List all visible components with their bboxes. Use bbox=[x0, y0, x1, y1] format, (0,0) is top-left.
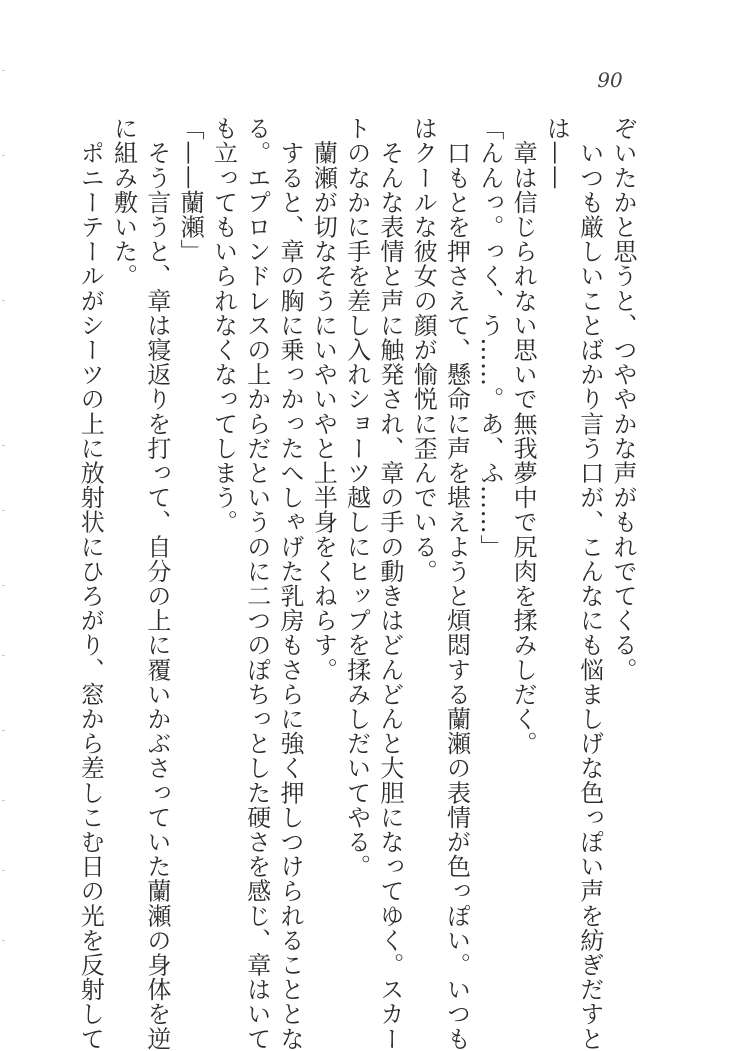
text-line: 蘭瀬が切なそうにいやいやと上半身をくねらす。 bbox=[309, 116, 338, 682]
edge-tick bbox=[2, 940, 5, 941]
text-line: ぞいたかと思うと、つややかな声がもれでてくる。 bbox=[609, 116, 637, 682]
edge-tick bbox=[2, 155, 5, 156]
text-line: に組み敷いた。 bbox=[109, 116, 138, 289]
edge-tick bbox=[2, 445, 5, 446]
text-line: ポニーテールがシーツの上に放射状にひろがり、窓から差しこむ日の光を反射して bbox=[76, 116, 105, 1051]
text-line: すると、章の胸に乗っかったへしゃげた乳房もさらに強く押しつけられることとな bbox=[276, 116, 305, 1051]
text-line: る。エプロンドレスの上からだというのに二つのぽちっとした硬さを感じ、章はいて bbox=[242, 116, 271, 1051]
page-edge-marks bbox=[0, 0, 8, 1050]
edge-tick bbox=[2, 585, 5, 586]
text-line: 章は信じられない思いで無我夢中で尻肉を揉みしだく。 bbox=[509, 116, 538, 756]
edge-tick bbox=[2, 655, 5, 656]
edge-tick bbox=[2, 800, 5, 801]
text-line: 「——蘭瀬」 bbox=[176, 116, 205, 264]
edge-tick bbox=[2, 70, 5, 71]
text-line: 口もとを押さえて、懸命に声を堪えようと煩悶する蘭瀬の表情が色っぽい。いつも bbox=[442, 116, 471, 1051]
edge-tick bbox=[2, 730, 5, 731]
text-line: トのなかに手を差し入れショーツ越しにヒップを揉みしだいてやる。 bbox=[342, 116, 371, 879]
text-line: そう言うと、章は寝返りを打って、自分の上に覆いかぶさっていた蘭瀬の身体を逆 bbox=[142, 116, 171, 1051]
edge-tick bbox=[2, 510, 5, 511]
body-text bbox=[73, 116, 639, 1051]
edge-tick bbox=[2, 300, 5, 301]
edge-tick bbox=[2, 870, 5, 871]
text-line: はクールな彼女の顔が愉悦に歪んでいる。 bbox=[409, 116, 438, 584]
page-number: 90 bbox=[597, 68, 623, 92]
text-line: も立ってもいられなくなってしまう。 bbox=[209, 116, 238, 535]
text-line: いつも厳しいことばかり言う口が、こんなにも悩ましげな色っぽい声を紡ぎだすと bbox=[575, 116, 604, 1051]
text-line: は—— bbox=[542, 116, 571, 190]
text-line: 「んんっ。っく、う……。あ、ふ……」 bbox=[475, 116, 504, 559]
text-line: そんな表情と声に触発され、章の手の動きはどんどんと大胆になってゆく。スカー bbox=[375, 116, 404, 1051]
